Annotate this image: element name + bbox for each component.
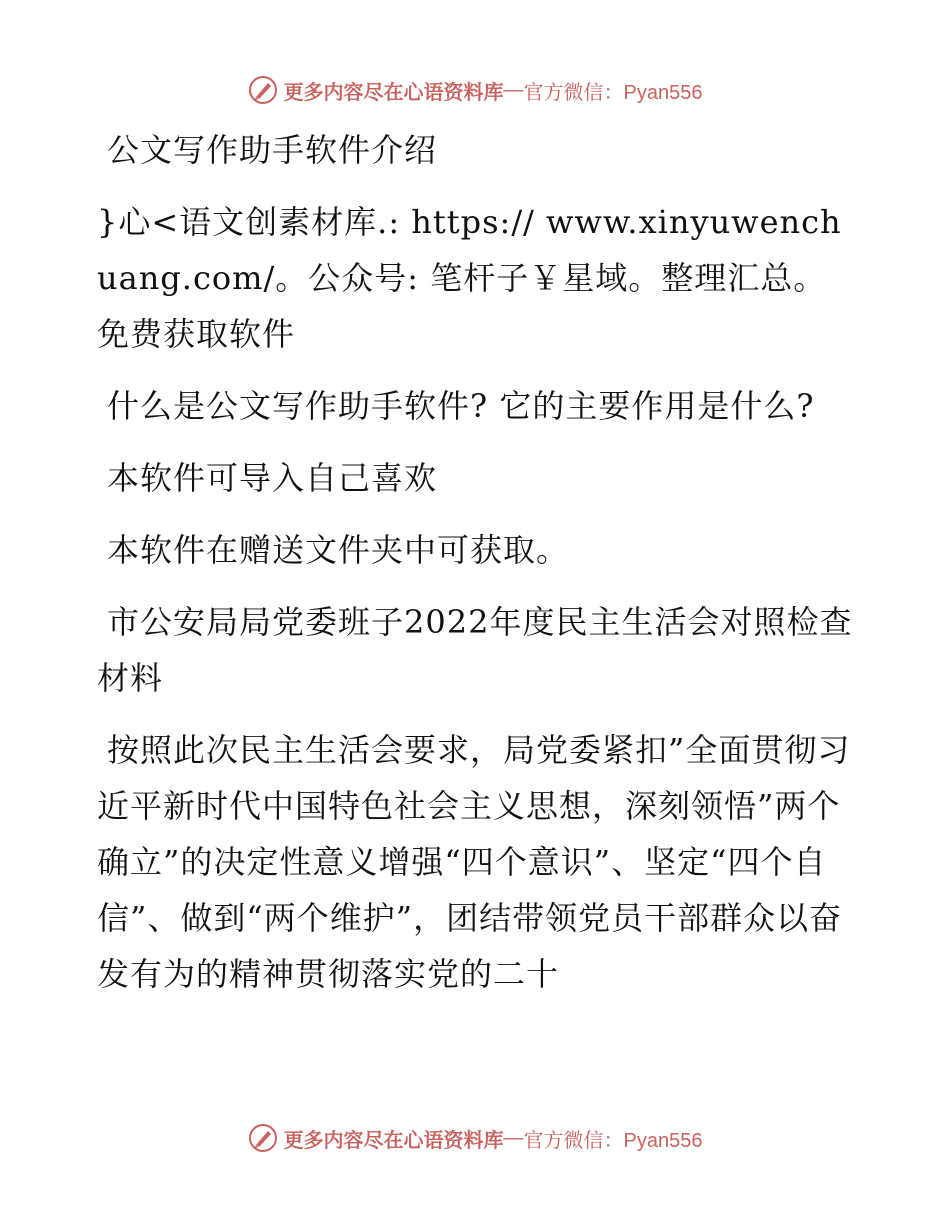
body-paragraph: 按照此次民主生活会要求，局党委紧扣”全面贯彻习近平新时代中国特色社会主义思想，深刻领悟”两个确立”的决定性意义增强“四个意识”、坚定“四个自信”、做到“两个维护”，团结带领党员干部群众以奋发有为的精神贯彻落实党的二十 xyxy=(97,731,851,993)
pen-logo-icon xyxy=(248,1123,278,1153)
download-paragraph: 本软件在赠送文件夹中可获取。 xyxy=(107,531,570,569)
question-paragraph: 什么是公文写作助手软件? 它的主要作用是什么? xyxy=(107,387,815,425)
document-body xyxy=(97,122,857,1018)
pen-logo-icon xyxy=(248,75,278,105)
watermark-separator: — xyxy=(503,78,524,101)
watermark-text: 更多内容尽在心语资料库 xyxy=(283,81,504,104)
watermark-text: 更多内容尽在心语资料库 xyxy=(283,1129,504,1152)
watermark-wechat: 官方微信：Pyan556 xyxy=(523,81,703,104)
material-title: 市公安局局党委班子2022年度民主生活会对照检查材料 xyxy=(97,603,853,697)
footer-watermark xyxy=(0,1118,950,1158)
import-paragraph: 本软件可导入自己喜欢 xyxy=(107,459,438,497)
source-paragraph: }心<语文创素材库.: https:// www.xinyuwenchuang.com/。公众号: 笔杆子￥星域。整理汇总。免费获取软件 xyxy=(97,203,842,353)
watermark-wechat: 官方微信：Pyan556 xyxy=(523,1129,703,1152)
document-title: 公文写作助手软件介绍 xyxy=(107,131,438,169)
watermark-separator: — xyxy=(503,1126,524,1149)
header-watermark xyxy=(0,70,950,110)
